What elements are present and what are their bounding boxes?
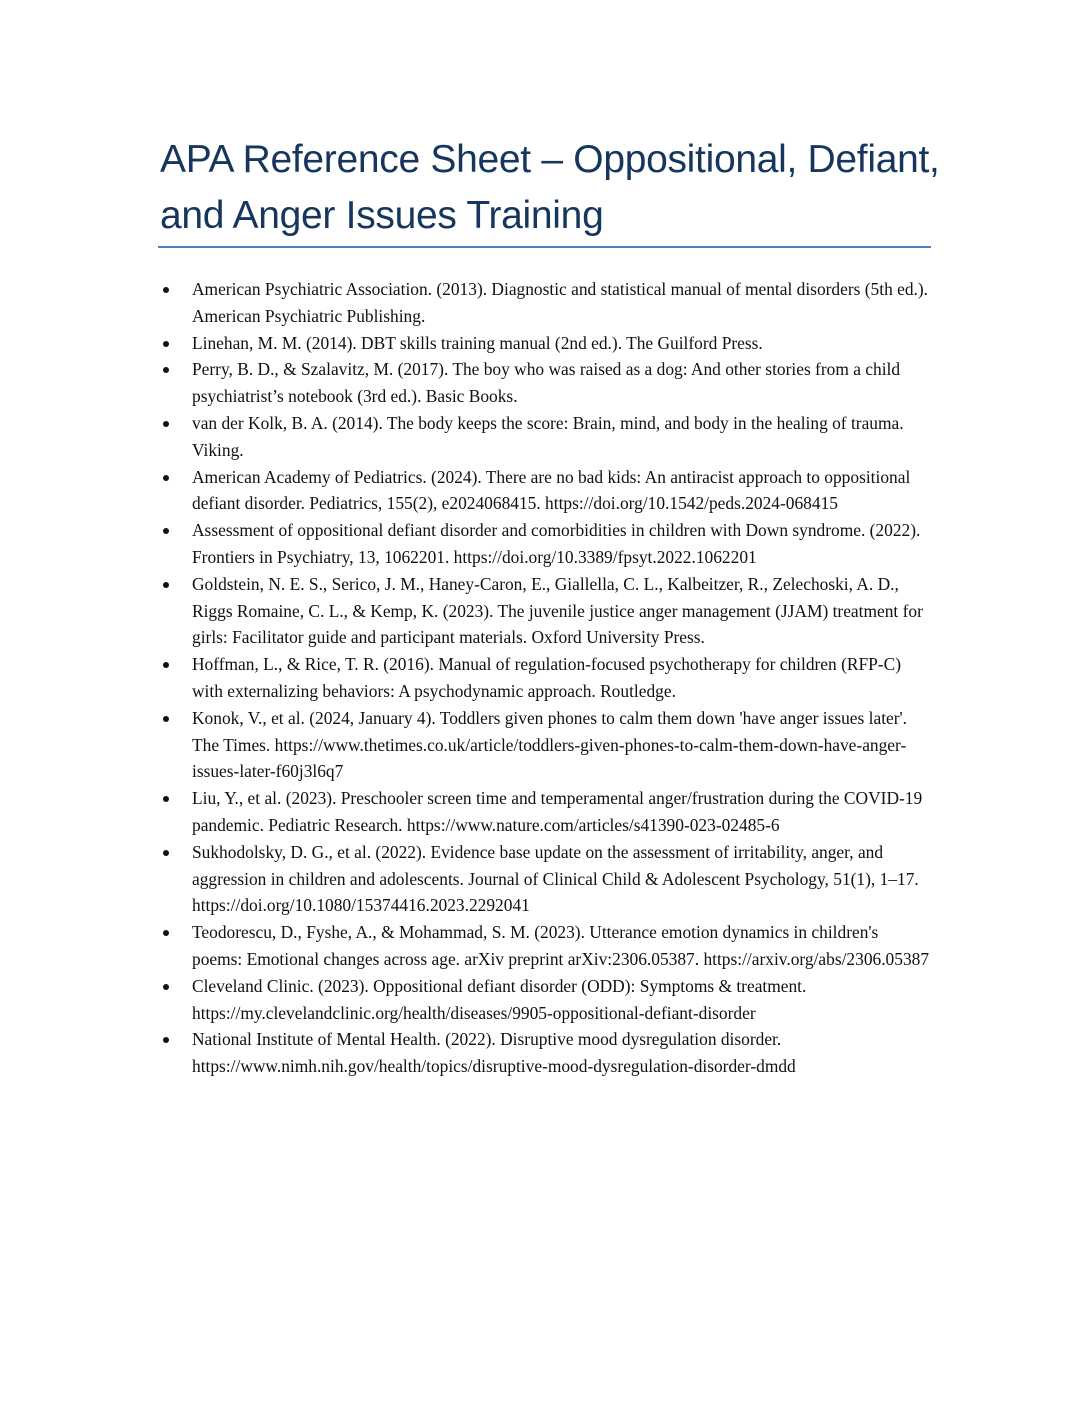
bullet-icon — [163, 287, 169, 293]
title-divider — [158, 246, 931, 248]
bullet-icon — [163, 367, 169, 373]
bullet-icon — [163, 582, 169, 588]
page-title: APA Reference Sheet – Oppositional, Defiant, and Anger Issues Training — [160, 138, 940, 237]
reference-text: Linehan, M. M. (2014). DBT skills training manual (2nd ed.). The Guilford Press. — [192, 332, 763, 353]
bullet-icon — [163, 528, 169, 534]
reference-item — [160, 410, 930, 464]
reference-text: American Academy of Pediatrics. (2024). There are no bad kids: An antiracist approach to oppositional defiant disorder. Pediatrics, 155(2), e2024068415. https://doi.org/10.1542/peds.2024-068415 — [192, 466, 911, 514]
reference-item — [160, 651, 930, 705]
reference-text: Perry, B. D., & Szalavitz, M. (2017). The boy who was raised as a dog: And other stories from a child psychiatrist’s notebook (3rd ed.). Basic Books. — [192, 359, 901, 407]
reference-item — [160, 919, 930, 973]
reference-item — [160, 571, 930, 651]
reference-text: Hoffman, L., & Rice, T. R. (2016). Manual of regulation-focused psychotherapy for children (RFP-C) with externalizing behaviors: A psychodynamic approach. Routledge. — [192, 654, 901, 701]
reference-item — [160, 356, 930, 410]
reference-text: Teodorescu, D., Fyshe, A., & Mohammad, S. M. (2023). Utterance emotion dynamics in children's poems: Emotional changes across age. arXiv preprint arXiv:2306.05387. https://arxiv.org/abs/2306.05387 — [192, 922, 930, 969]
bullet-icon — [163, 984, 169, 990]
reference-text: Goldstein, N. E. S., Serico, J. M., Haney-Caron, E., Giallella, C. L., Kalbeitzer, R., Zelechoski, A. D., Riggs Romaine, C. L., & Kemp, K. (2023). The juvenile justice anger management (JJAM) treatment for girls: Facilitator guide and participant materials. Oxford University Press. — [192, 573, 923, 648]
reference-item — [160, 785, 930, 839]
bullet-icon — [163, 796, 169, 802]
reference-item — [160, 973, 930, 1027]
reference-item — [160, 464, 930, 518]
bullet-icon — [163, 716, 169, 722]
bullet-icon — [163, 662, 169, 668]
bullet-icon — [163, 341, 169, 347]
bullet-icon — [163, 475, 169, 481]
reference-item — [160, 330, 930, 357]
reference-text: Sukhodolsky, D. G., et al. (2022). Evidence base update on the assessment of irritability, anger, and aggression in children and adolescents. Journal of Clinical Child & Adolescent Psychology, 51(1), 1–17. https://doi.org/10.1080/15374416.2023.2292041 — [192, 841, 919, 916]
reference-list — [160, 276, 930, 1080]
reference-text: Konok, V., et al. (2024, January 4). Toddlers given phones to calm them down 'have anger issues later'. The Times. https://www.thetimes.co.uk/article/toddlers-given-phones-to-calm-them-down-have-anger-issues-later-f60j3l6q7 — [192, 707, 908, 782]
reference-text: American Psychiatric Association. (2013). Diagnostic and statistical manual of mental disorders (5th ed.). American Psychiatric Publishing. — [192, 279, 929, 326]
bullet-icon — [163, 1037, 169, 1043]
reference-item — [160, 276, 930, 330]
reference-item — [160, 517, 930, 571]
bullet-icon — [163, 850, 169, 856]
bullet-icon — [163, 421, 169, 427]
reference-text: Assessment of oppositional defiant disorder and comorbidities in children with Down syndrome. (2022). Frontiers in Psychiatry, 13, 1062201. https://doi.org/10.3389/fpsyt.2022.1062201 — [192, 520, 921, 567]
reference-item — [160, 705, 930, 785]
reference-text: Cleveland Clinic. (2023). Oppositional defiant disorder (ODD): Symptoms & treatment. https://my.clevelandclinic.org/health/diseases/9905-oppositional-defiant-disorder — [192, 975, 807, 1023]
bullet-icon — [163, 930, 169, 936]
reference-item — [160, 839, 930, 919]
reference-text: National Institute of Mental Health. (2022). Disruptive mood dysregulation disorder. https://www.nimh.nih.gov/health/topics/disruptive-mood-dysregulation-disorder-dmdd — [192, 1029, 796, 1077]
reference-text: Liu, Y., et al. (2023). Preschooler screen time and temperamental anger/frustration during the COVID-19 pandemic. Pediatric Research. https://www.nature.com/articles/s41390-023-02485-6 — [192, 788, 923, 835]
reference-item — [160, 1026, 930, 1080]
reference-text: van der Kolk, B. A. (2014). The body keeps the score: Brain, mind, and body in the healing of trauma. Viking. — [192, 412, 904, 460]
